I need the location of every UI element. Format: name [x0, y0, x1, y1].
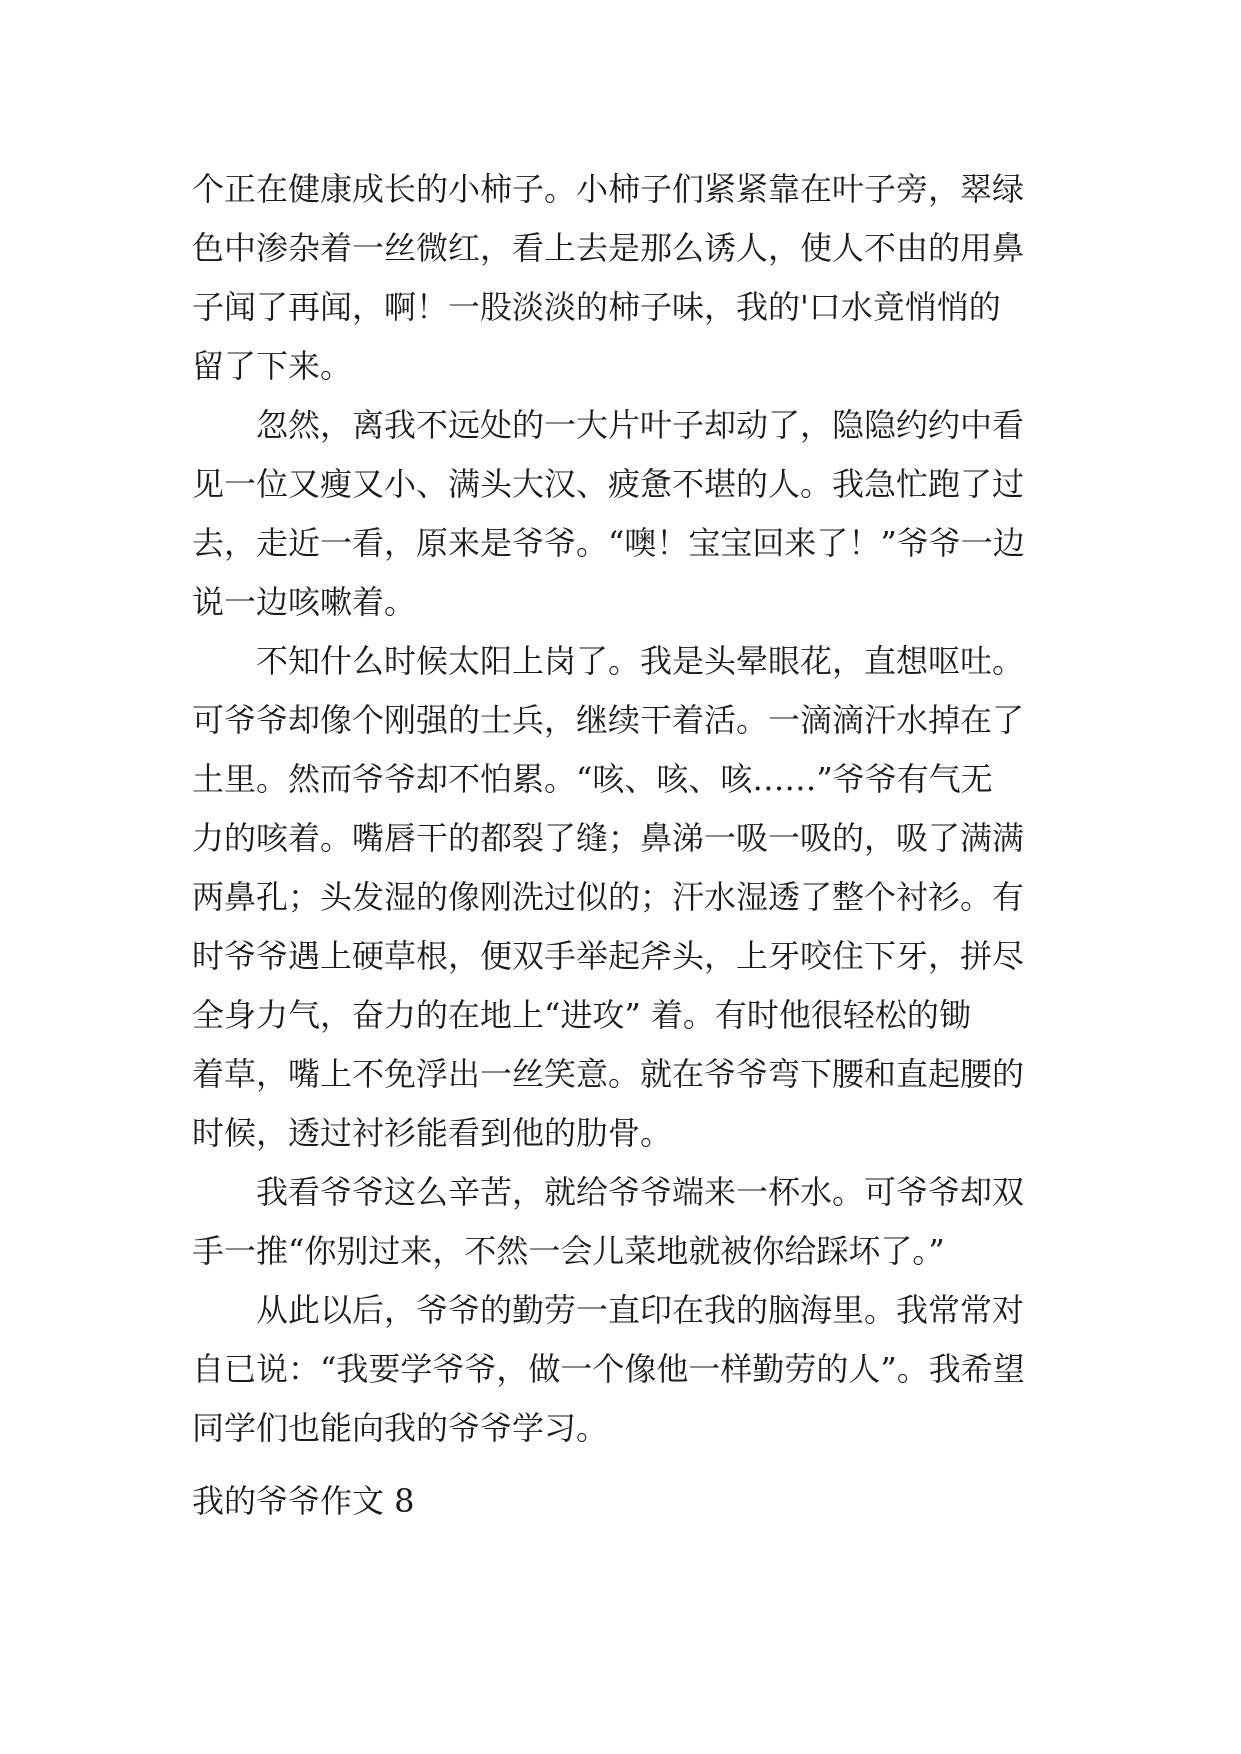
text-line: 见一位又瘦又小、满头大汉、疲惫不堪的人。我急忙跑了过 [192, 465, 1025, 503]
text-line: 全身力气，奋力的在地上“进攻” 着。有时他很轻松的锄 [192, 996, 971, 1034]
text-line: 可爷爷却像个刚强的士兵，继续干着活。一滴滴汗水掉在了 [192, 701, 1025, 739]
text-line: 着草，嘴上不免浮出一丝笑意。就在爷爷弯下腰和直起腰的 [192, 1055, 1025, 1093]
text-line: 我看爷爷这么辛苦，就给爷爷端来一杯水。可爷爷却双 [192, 1173, 1025, 1211]
text-line: 个正在健康成长的小柿子。小柿子们紧紧靠在叶子旁，翠绿 [192, 170, 1025, 208]
text-line: 时爷爷遇上硬草根，便双手举起斧头，上牙咬住下牙，拼尽 [192, 937, 1025, 975]
text-line: 力的咳着。嘴唇干的都裂了缝；鼻涕一吸一吸的，吸了满满 [192, 819, 1025, 857]
text-line: 说一边咳嗽着。 [192, 583, 417, 621]
text-line: 土里。然而爷爷却不怕累。“咳、咳、咳……”爷爷有气无 [192, 760, 993, 798]
text-line: 忽然，离我不远处的一大片叶子却动了，隐隐约约中看 [192, 406, 1025, 444]
text-line: 两鼻孔；头发湿的像刚洗过似的；汗水湿透了整个衬衫。有 [192, 878, 1025, 916]
section-heading: 我的爷爷作文 8 [192, 1482, 415, 1520]
text-line: 不知什么时候太阳上岗了。我是头晕眼花，直想呕吐。 [192, 642, 1025, 680]
essay-body [192, 160, 1062, 1458]
text-line: 时候，透过衬衫能看到他的肋骨。 [192, 1114, 673, 1152]
text-line: 从此以后，爷爷的勤劳一直印在我的脑海里。我常常对 [192, 1291, 1025, 1329]
text-line: 自已说：“我要学爷爷，做一个像他一样勤劳的人”。我希望 [192, 1350, 1025, 1388]
text-line: 同学们也能向我的爷爷学习。 [192, 1409, 609, 1447]
text-line: 留了下来。 [192, 347, 353, 385]
text-line: 去，走近一看，原来是爷爷。“噢！宝宝回来了！”爷爷一边 [192, 524, 1025, 562]
text-line: 色中渗杂着一丝微红，看上去是那么诱人，使人不由的用鼻 [192, 229, 1025, 267]
text-line: 子闻了再闻，啊！一股淡淡的柿子味，我的'口水竟悄悄的 [192, 288, 1001, 326]
text-line: 手一推“你别过来，不然一会儿菜地就被你给踩坏了。” [192, 1232, 945, 1270]
